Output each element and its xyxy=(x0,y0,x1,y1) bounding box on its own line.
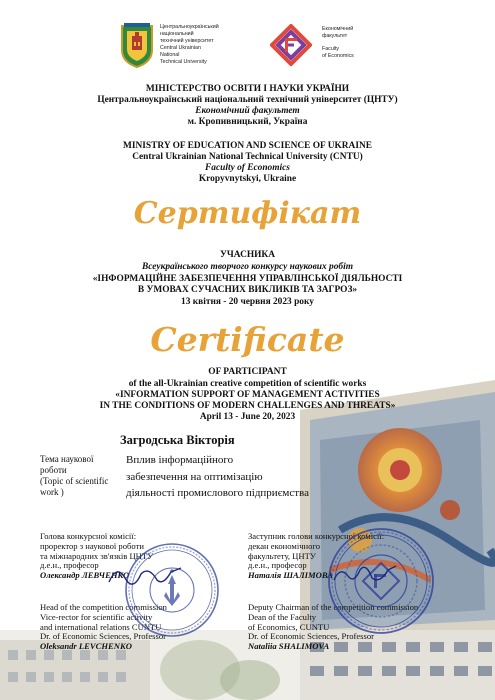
signature-block-left-ua: Голова конкурсної комісії: проректор з наукової роботи та міжнародних зв'язків ЦНТУ д.е.н., професор Олександр ЛЕВЧЕНКО xyxy=(40,531,154,581)
city-ua: м. Кропивницький, Україна xyxy=(187,117,308,127)
certificate-title-en: Certificate xyxy=(150,320,345,359)
signature-block-right-en: Deputy Chairman of the competition commission Dean of the Faculty of Economics, CUNTU Dr. of Economic Sciences, Professor Nataliia SHALIMOVA xyxy=(248,602,419,652)
signatory-name-right-ua: Наталія ШАЛІМОВА xyxy=(248,570,333,581)
university-seal-stamp-icon xyxy=(122,540,222,640)
ministry-ua: МІНІСТЕРСТВО ОСВІТИ І НАУКИ УКРАЇНИ xyxy=(145,84,350,94)
ministry-en: MINISTRY OF EDUCATION AND SCIENCE OF UKRAINE xyxy=(123,141,372,151)
participant-ua: УЧАСНИКА xyxy=(220,250,275,260)
signatory-name-right-en: Nataliia SHALIMOVA xyxy=(248,641,330,652)
city-en: Kropyvnytskyi, Ukraine xyxy=(198,174,297,184)
signatory-name-left-en: Oleksandr LEVCHENKO xyxy=(40,641,132,652)
participant-en: OF PARTICIPANT xyxy=(208,367,287,377)
signature-shalimova xyxy=(330,560,400,588)
university-logo-text: Центральноукраїнський національний технічний університет Central Ukrainian National Technical University xyxy=(160,24,219,65)
dates-ua: 13 квітня - 20 червня 2023 року xyxy=(181,297,314,307)
university-en: Central Ukrainian National Technical University (CNTU) xyxy=(132,152,363,162)
faculty-en: Faculty of Economics xyxy=(205,163,290,173)
faculty-logo-text: Економічний факультет Faculty of Economics xyxy=(322,26,354,59)
theme-en-line2: IN THE CONDITIONS OF MODERN CHALLENGES AND THREATS» xyxy=(99,401,396,411)
contest-en: of the all-Ukrainian creative competition of scientific works xyxy=(128,379,367,389)
recipient-name: Загродська Вікторія xyxy=(120,433,235,447)
faculty-ua: Економічний факультет xyxy=(195,106,300,116)
theme-en-line1: «INFORMATION SUPPORT OF MANAGEMENT ACTIVITIES xyxy=(115,390,380,400)
topic-text: Вплив інформаційного забезпечення на оптимізацію діяльності промислового підприємства xyxy=(126,454,309,499)
contest-ua: Всеукраїнського творчого конкурсу наукових робіт xyxy=(141,262,354,272)
dates-en: April 13 - June 20, 2023 xyxy=(199,412,296,422)
signature-block-right-ua: Заступник голови конкурсної комісії: декан економічного факультету, ЦНТУ д.е.н., професор Наталія ШАЛІМОВА xyxy=(248,531,385,581)
topic-label: Тема наукової роботи (Topic of scientific work ) xyxy=(40,454,109,497)
faculty-of-economics-logo-icon xyxy=(270,24,312,66)
university-crest-icon xyxy=(120,22,154,68)
theme-ua-line2: В УМОВАХ СУЧАСНИХ ВИКЛИКІВ ТА ЗАГРОЗ» xyxy=(137,285,358,295)
signature-levchenko xyxy=(105,560,185,590)
theme-ua-line1: «ІНФОРМАЦІЙНЕ ЗАБЕЗПЕЧЕННЯ УПРАВЛІНСЬКОЇ ДІЯЛЬНОСТІ xyxy=(92,274,403,284)
signature-block-left-en: Head of the competition commission Vice-rector for scientific activity and international relations CUNTU Dr. of Economic Sciences, Professor Oleksandr LEVCHENKO xyxy=(40,602,167,652)
certificate-title-ua: Сертифікат xyxy=(133,196,362,231)
university-ua: Центральноукраїнський національний технічний університет (ЦНТУ) xyxy=(97,95,398,105)
signatory-name-left-ua: Олександр ЛЕВЧЕНКО xyxy=(40,570,130,581)
